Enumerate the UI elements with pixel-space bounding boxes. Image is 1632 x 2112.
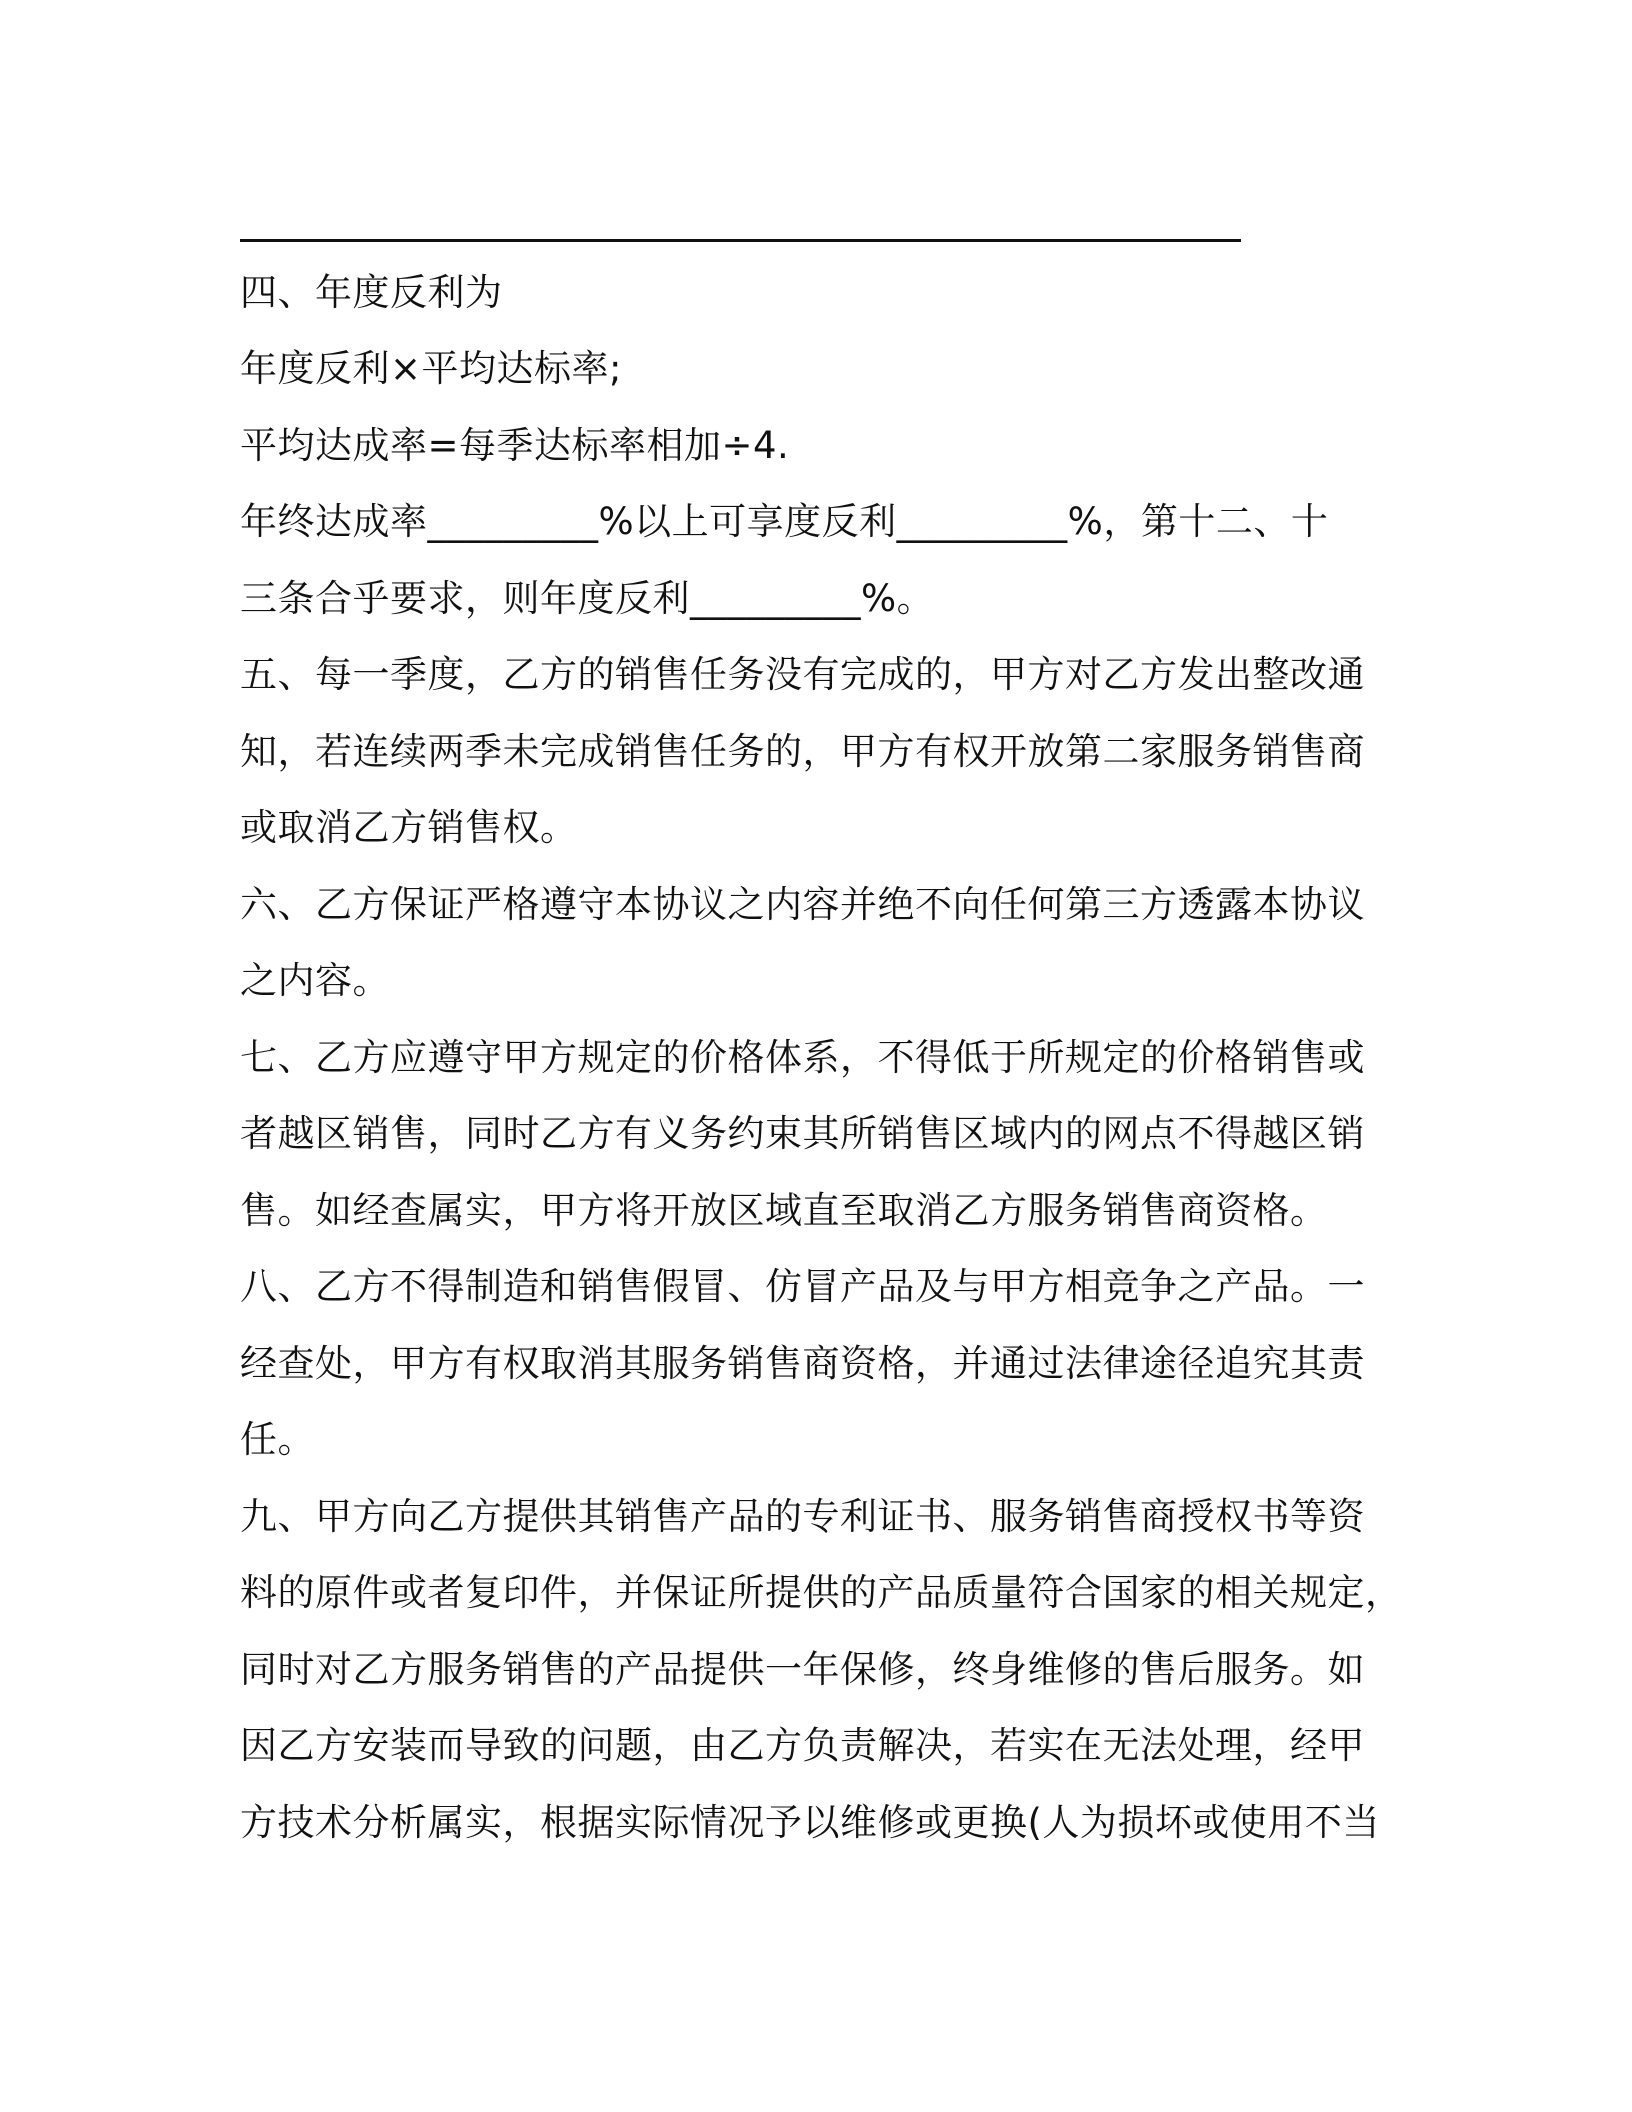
- text-line: 任。: [240, 1418, 315, 1461]
- text-line: 年终达成率_________%以上可享度反利_________%，第十二、十: [240, 500, 1329, 543]
- text-line: 同时对乙方服务销售的产品提供一年保修，终身维修的售后服务。如: [240, 1648, 1365, 1691]
- text-line: 者越区销售，同时乙方有义务约束其所销售区域内的网点不得越区销: [240, 1112, 1365, 1155]
- text-line: 七、乙方应遵守甲方规定的价格体系，不得低于所规定的价格销售或: [240, 1036, 1365, 1079]
- top-blank-rule: [240, 239, 1241, 242]
- text-line: 三条合乎要求，则年度反利_________%。: [240, 577, 935, 620]
- text-line: 平均达成率=每季达标率相加÷4.: [240, 424, 790, 467]
- text-line: 年度反利×平均达标率;: [240, 347, 622, 390]
- text-line: 经查处，甲方有权取消其服务销售商资格，并通过法律途径追究其责: [240, 1342, 1365, 1385]
- text-line: 售。如经查属实，甲方将开放区域直至取消乙方服务销售商资格。: [240, 1189, 1328, 1232]
- text-line: 方技术分析属实，根据实际情况予以维修或更换(人为损坏或使用不当: [240, 1801, 1380, 1844]
- text-line: 五、每一季度，乙方的销售任务没有完成的，甲方对乙方发出整改通: [240, 653, 1365, 696]
- text-line: 四、年度反利为: [240, 271, 503, 314]
- text-line: 九、甲方向乙方提供其销售产品的专利证书、服务销售商授权书等资: [240, 1495, 1365, 1538]
- text-line: 知，若连续两季未完成销售任务的，甲方有权开放第二家服务销售商: [240, 730, 1365, 773]
- text-line: 八、乙方不得制造和销售假冒、仿冒产品及与甲方相竞争之产品。一: [240, 1265, 1365, 1308]
- text-line: 之内容。: [240, 959, 390, 1002]
- text-line: 六、乙方保证严格遵守本协议之内容并绝不向任何第三方透露本协议: [240, 883, 1365, 926]
- text-line: 因乙方安装而导致的问题，由乙方负责解决，若实在无法处理，经甲: [240, 1724, 1365, 1767]
- text-line: 或取消乙方销售权。: [240, 806, 578, 849]
- text-line: 料的原件或者复印件，并保证所提供的产品质量符合国家的相关规定，: [240, 1571, 1403, 1614]
